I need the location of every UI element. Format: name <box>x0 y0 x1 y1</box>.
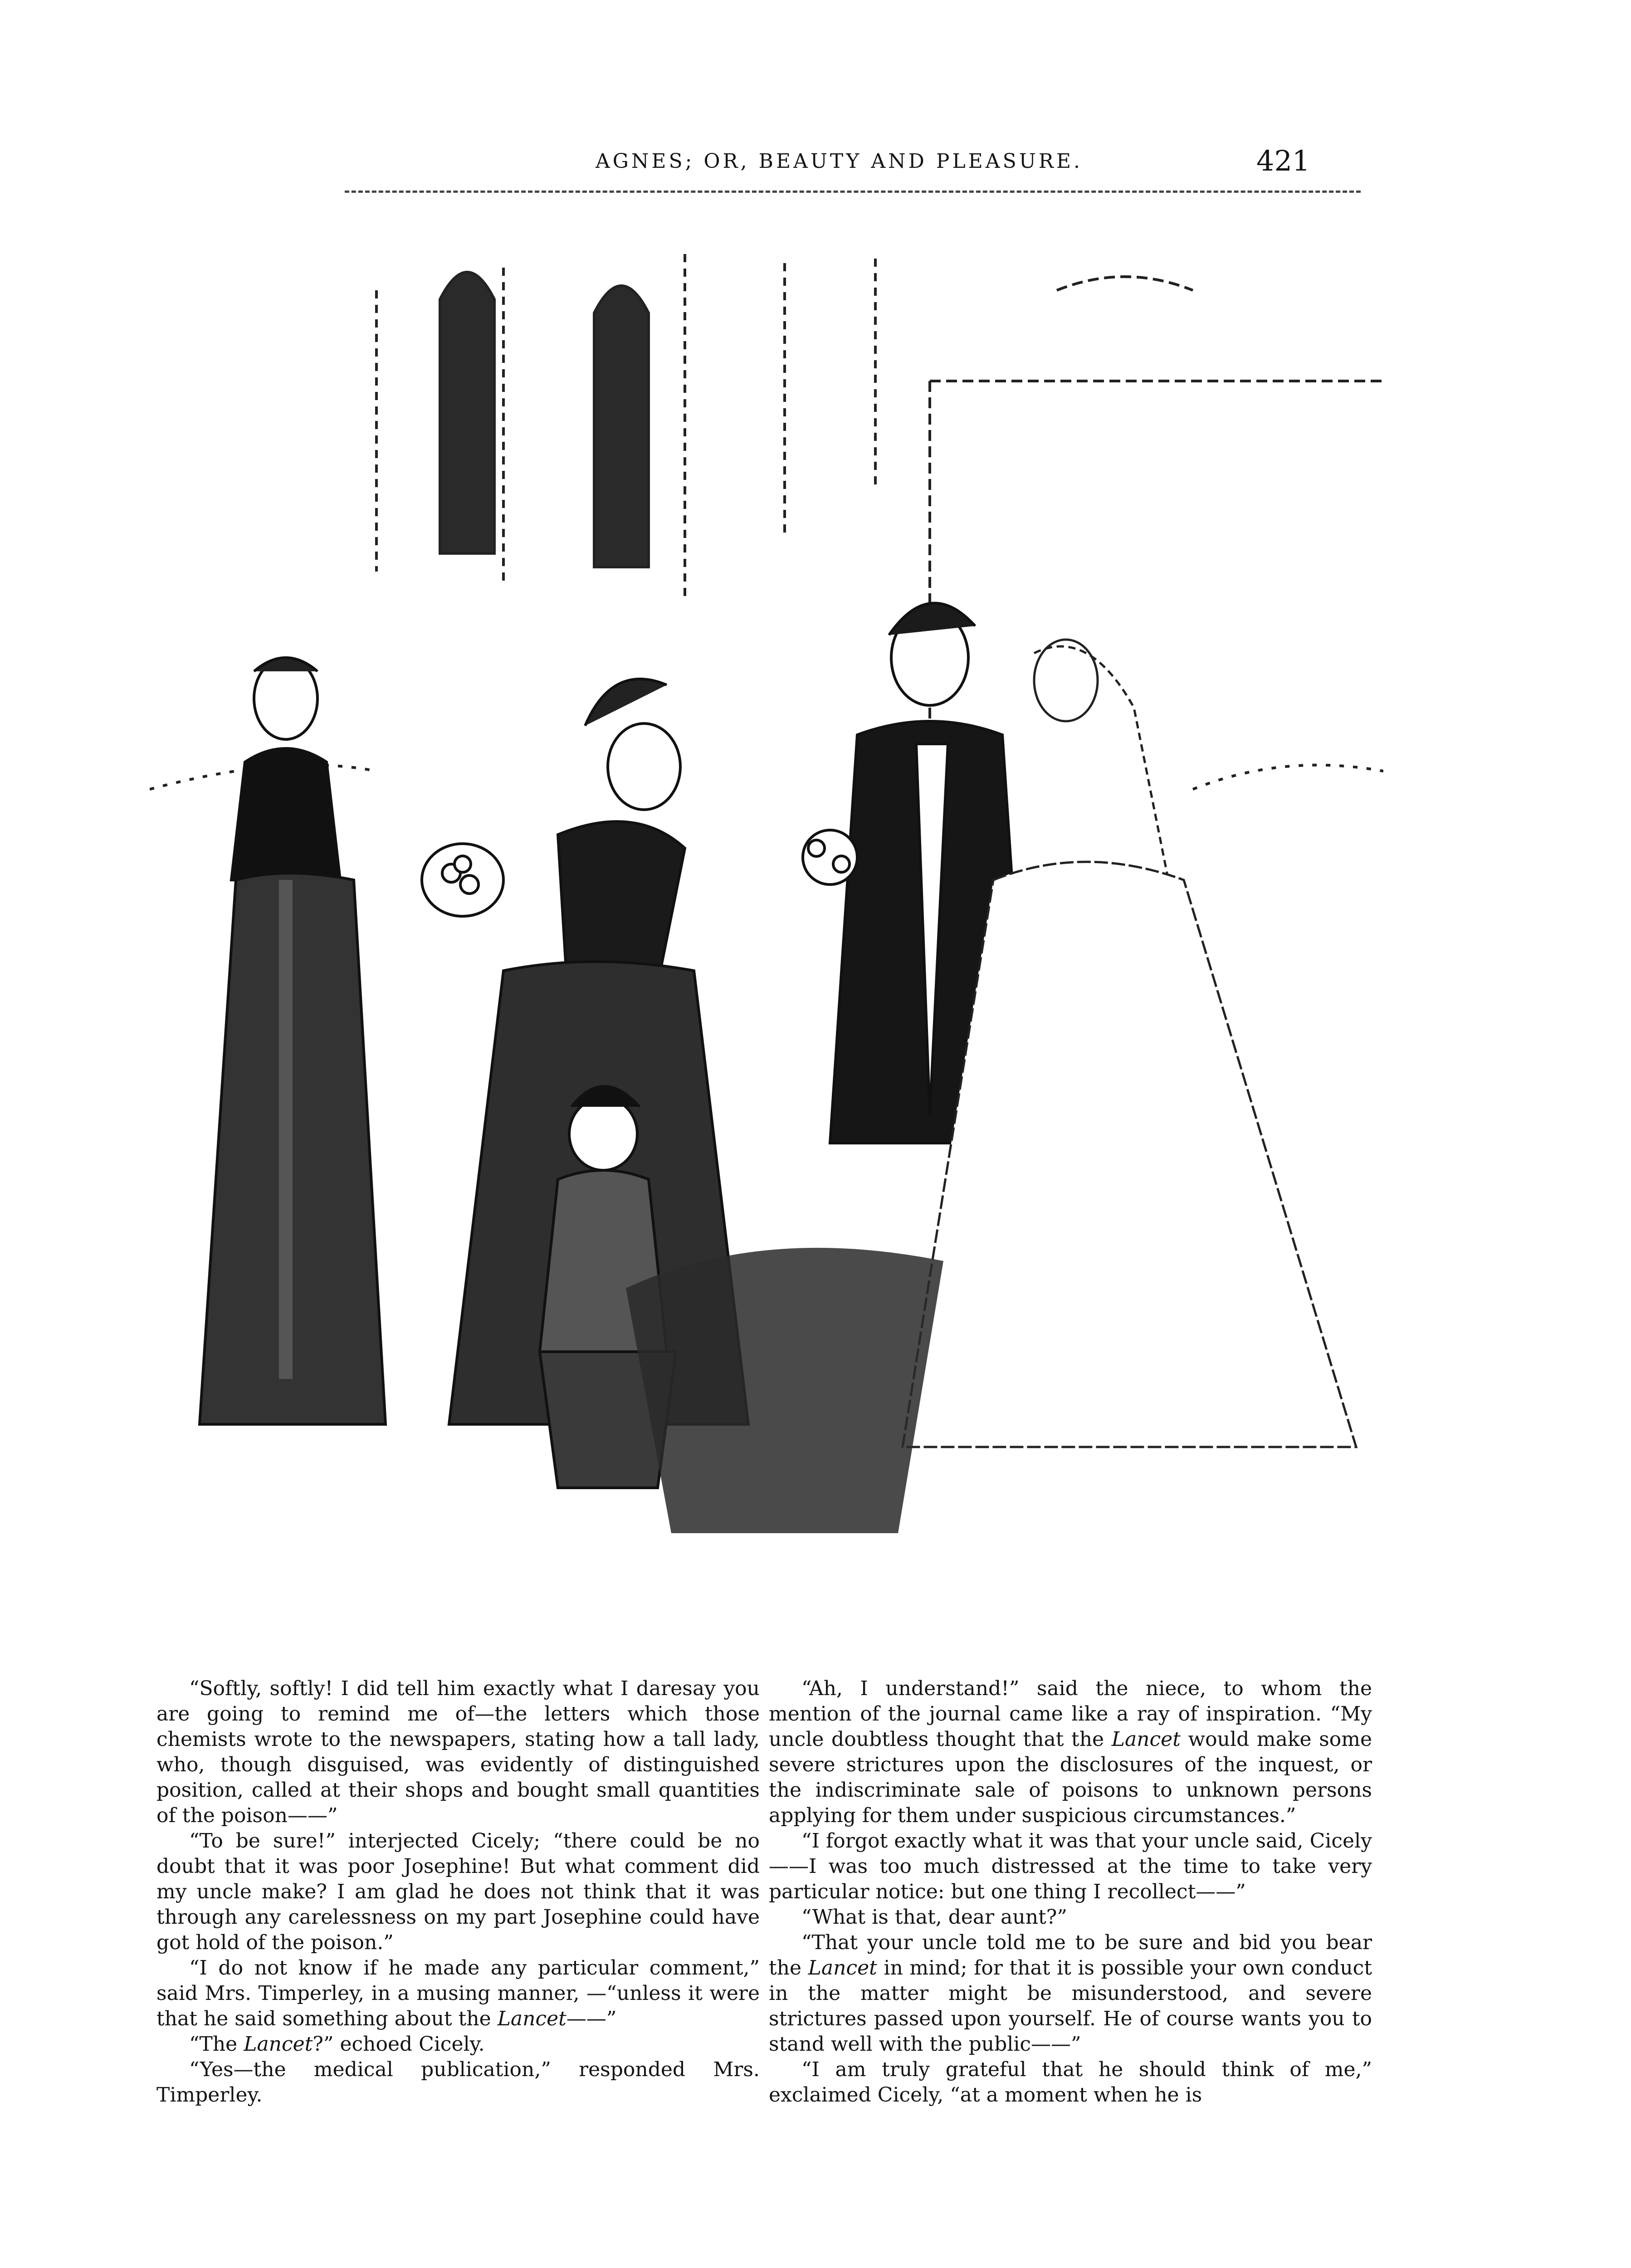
journal-title: Lancet <box>808 1956 877 1980</box>
paragraph: “To be sure!” interjected Cicely; “there could be no doubt that it was poor Josephine! But what comment did my uncle make? I am glad he does not think that it was through any carelessness on my part Josephine could have got hold of the poison.” <box>156 1829 760 1954</box>
ground-shadow <box>626 1248 943 1533</box>
paragraph: “Yes—the medical publication,” responded Mrs. Timperley. <box>156 2058 760 2107</box>
page-number: 421 <box>1256 144 1310 177</box>
paragraph: “I do not know if he made any particular comment,” said Mrs. Timperley, in a musing manner, —“unless it were that he said something about the Lancet——” <box>156 1956 760 2030</box>
paragraph: “I forgot exactly what it was that your uncle said, Cicely——I was too much distressed at the time to take very particular notice: but one thing I recollect——” <box>769 1829 1372 1903</box>
flower-basket <box>422 844 503 916</box>
background-architecture <box>150 254 1383 789</box>
paragraph: “The Lancet?” echoed Cicely. <box>189 2033 485 2056</box>
bridal-bouquet <box>803 830 857 885</box>
paragraph: “Softly, softly! I did tell him exactly what I daresay you are going to remind me of—the letters which those chemists wrote to the newspapers, stating how a tall lady, who, though disguised, was evidently of distinguished position, called at their shops and bought small quantities of the poison——” <box>156 1677 760 1827</box>
journal-title: Lancet <box>244 2033 313 2056</box>
text-column-right <box>769 1676 1372 2108</box>
figure-maid-left <box>200 658 386 1424</box>
paragraph: “Ah, I understand!” said the niece, to whom the mention of the journal came like a ray of inspiration. “My uncle doubtless thought that the Lancet would make some severe strictures upon the disclosures of the inquest, or the indiscriminate sale of poisons to unknown persons applying for them under suspicious circumstances.” <box>769 1677 1372 1827</box>
journal-title: Lancet <box>497 2007 566 2030</box>
engraving-illustration <box>150 200 1383 1565</box>
paragraph: “That your uncle told me to be sure and bid you bear the Lancet in mind; for that it is possible your own conduct in the matter might be misunderstood, and severe strictures passed upon yourself. He of course wants you to stand well with the public——” <box>769 1931 1372 2056</box>
header-rule <box>345 191 1361 193</box>
paragraph: “What is that, dear aunt?” <box>801 1906 1067 1929</box>
journal-title: Lancet <box>1111 1728 1181 1751</box>
running-header: AGNES; OR, BEAUTY AND PLEASURE. <box>595 150 1083 173</box>
paragraph: “I am truly grateful that he should think of me,” exclaimed Cicely, “at a moment when he is <box>769 2058 1372 2107</box>
text-column-left <box>156 1676 760 2108</box>
